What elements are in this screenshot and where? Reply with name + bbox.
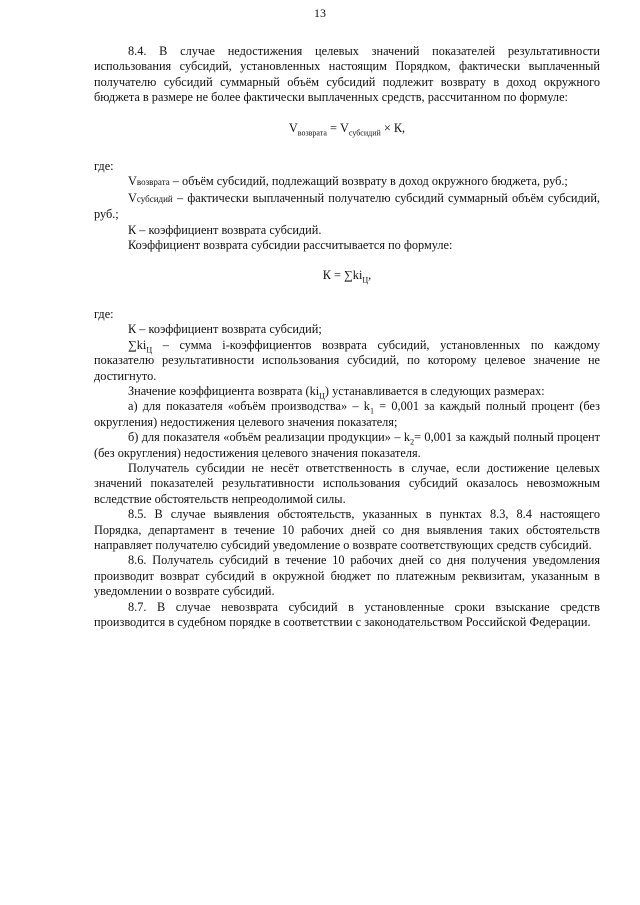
- where-label: где:: [94, 159, 114, 174]
- where-label-2: где:: [94, 306, 114, 321]
- paragraph-8-5: 8.5. В случае выявления обстоятельств, указанных в пунктах 8.3, 8.4 настоящего Порядка, департамент в течение 10 рабочих дней со дня выявления таких обстоятельств направляет получателю субсидий уведомление о возврате соответствующих средств субсидий.: [94, 507, 600, 552]
- document-body: [94, 44, 600, 630]
- paragraph-8-4: 8.4. В случае недостижения целевых значений показателей результативности использования субсидий, установленных настоящим Порядком, фактически выплаченный получателю субсидий суммарный объём субсидий подлежит возврату в доход окружного бюджета в размере не более фактически выплаченных средств, рассчитанном по формуле:: [94, 44, 600, 105]
- paragraph-8-6: 8.6. Получатель субсидий в течение 10 рабочих дней со дня получения уведомления производит возврат субсидий в окружной бюджет по платежным реквизитам, указанным в уведомлении о возврате субсидий.: [94, 553, 600, 599]
- definition-v-subsidy: Vсубсидий – фактически выплаченный получателю субсидий суммарный объём субсидий, руб.;: [94, 190, 600, 222]
- page-number: 13: [314, 6, 326, 20]
- definition-k: К – коэффициент возврата субсидий.: [128, 222, 322, 237]
- coefficient-values-intro: Значение коэффициента возврата $(ki_Ц)$ устанавливается в следующих размерах:: [128, 383, 545, 401]
- formula-return-volume: $V_{возврата} = V_{субсидий} \times К$,: [288, 120, 406, 138]
- formula-intro: Коэффициент возврата субсидии рассчитывается по формуле:: [128, 238, 453, 253]
- definition-v-return: Vвозврата – объём субсидий, подлежащий возврату в доход окружного бюджета, руб.;: [128, 174, 568, 189]
- coefficient-production: а) для показателя «объём производства» – $k_1 = 0,001$ за каждый полный процент (без округления) недостижения целевого значения показателя;: [94, 399, 600, 429]
- coefficient-sales: б) для показателя «объём реализации продукции» – $k_2= 0,001$ за каждый полный процент (без округления) недостижения целевого значения показателя.: [94, 430, 600, 460]
- paragraph-8-7: 8.7. В случае невозврата субсидий в установленные сроки взыскание средств производится в судебном порядке в соответствии с законодательством Российской Федерации.: [94, 599, 600, 629]
- definition-sum-ki: $\sum ki_Ц$ – сумма i-коэффициентов возврата субсидий, установленных по каждому показателю результативности использования субсидий, по которому целевое значение не достигнуто.: [94, 337, 600, 383]
- formula-coefficient: $К = \sum ki_Ц$,: [322, 268, 372, 285]
- definition-k-2: К – коэффициент возврата субсидий;: [128, 322, 322, 337]
- paragraph-force-majeure: Получатель субсидии не несёт ответственность в случае, если достижение целевых значений показателей результативности использования субсидий оказалось невозможным вследствие обстоятельств непреодолимой силы.: [94, 460, 600, 506]
